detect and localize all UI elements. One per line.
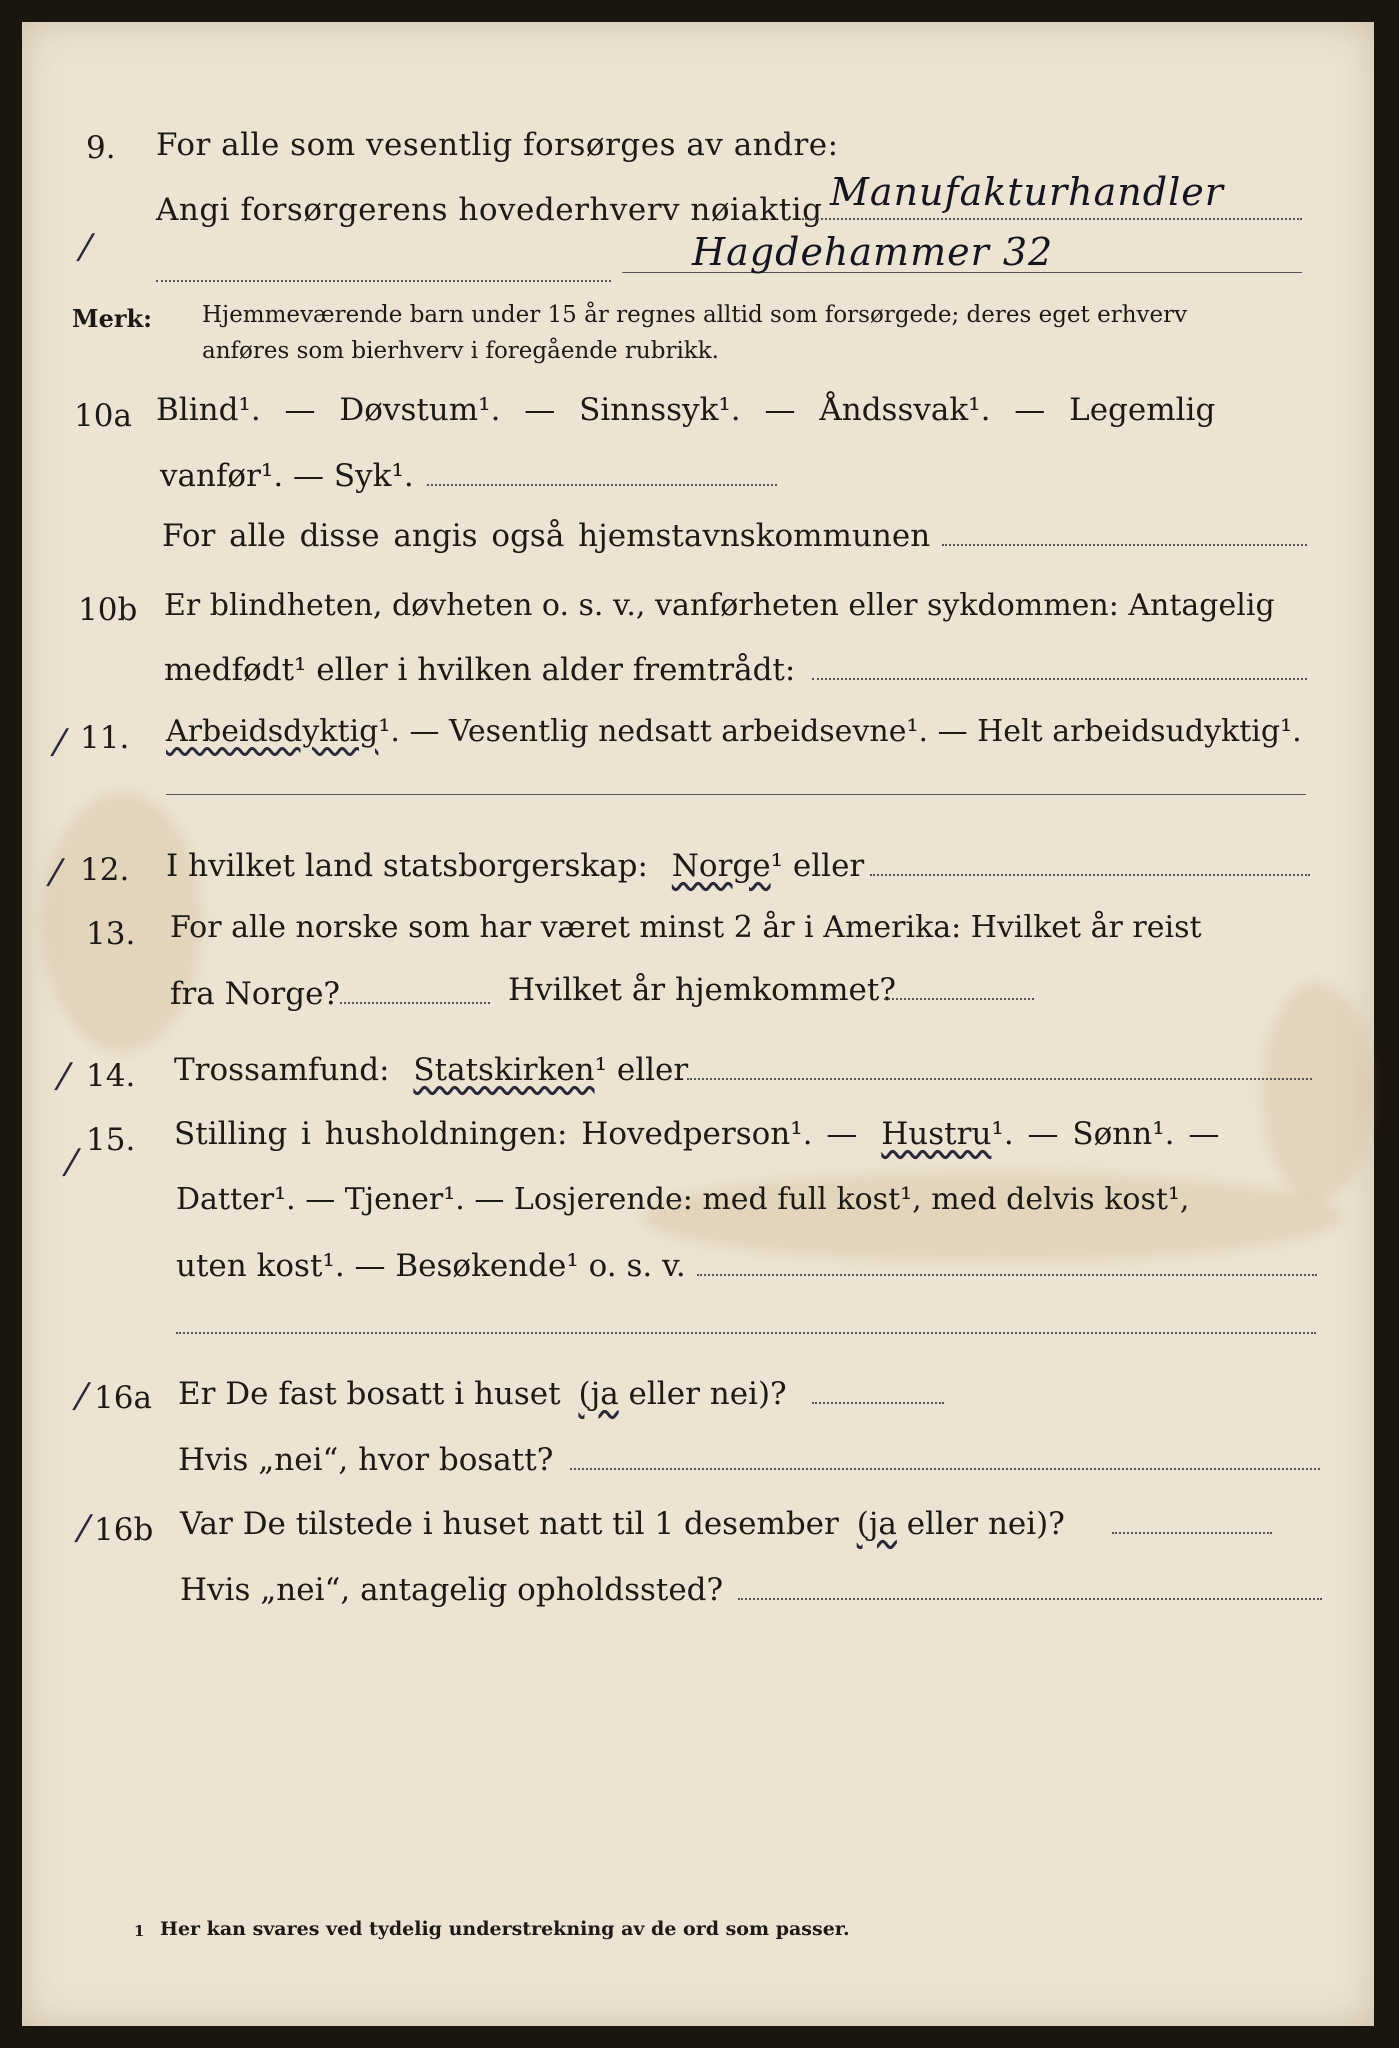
handwritten-address: Hagdehammer 32 (692, 230, 1054, 274)
q10a-line1: Blind¹. — Døvstum¹. — Sinnssyk¹. — Åndssvak¹. — Legemlig (156, 392, 1216, 428)
q12-after: ¹ eller (770, 848, 865, 884)
q16a-line1 (178, 1376, 787, 1412)
q10a-line2: vanfør¹. — Syk¹. (160, 458, 414, 494)
footnote-mark: 1 (134, 1922, 145, 1940)
q13-line1: For alle norske som har været minst 2 år i Amerika: Hvilket år reist (170, 910, 1202, 945)
dotted-answer-line (427, 484, 777, 486)
underlined-answer: Norge (671, 848, 771, 884)
checkmark: / (60, 1142, 83, 1182)
dotted-answer-line (884, 998, 1034, 1000)
dotted-answer-line (697, 1274, 1317, 1276)
dotted-answer-line (570, 1468, 1320, 1470)
note-line1: Hjemmeværende barn under 15 år regnes alltid som forsørgede; deres eget erhverv (202, 302, 1188, 328)
checkmark: / (48, 722, 71, 762)
checkmark: / (72, 1508, 95, 1548)
paper-stain (1262, 982, 1372, 1202)
underlined-answer: Arbeidsdyktig (166, 714, 379, 749)
dotted-answer-line (166, 794, 1306, 795)
question-number: 9. (86, 130, 116, 166)
q10b-line2: medfødt¹ eller i hvilken alder fremtrådt: (164, 652, 796, 688)
underlined-answer: Statskirken (413, 1052, 595, 1088)
dotted-answer-line (1112, 1532, 1272, 1534)
q16b-before: Var De tilstede i huset natt til 1 desember (180, 1506, 839, 1542)
question-number: 14. (86, 1058, 136, 1094)
underlined-answer: Hustru (881, 1116, 992, 1152)
question-number: 13. (86, 916, 136, 952)
question-number: 12. (80, 852, 130, 888)
checkmark: / (74, 227, 97, 267)
q15-line3: uten kost¹. — Besøkende¹ o. s. v. (176, 1248, 686, 1284)
q10b-line1: Er blindheten, døvheten o. s. v., vanførheten eller sykdommen: Antagelig (164, 588, 1275, 623)
question-number: 15. (86, 1122, 136, 1158)
dotted-answer-line (812, 1402, 944, 1404)
q12-before: I hvilket land statsborgerskap: (166, 848, 648, 884)
q14-line (174, 1052, 688, 1088)
dotted-answer-line (176, 1332, 1316, 1334)
q11-line (166, 714, 1302, 749)
underlined-answer: (ja (856, 1506, 897, 1542)
q16b-line2: Hvis „nei“, antagelig opholdssted? (180, 1572, 724, 1608)
dotted-answer-line (942, 544, 1307, 546)
checkmark: / (70, 1376, 93, 1416)
question-number: 10a (74, 398, 132, 434)
q12-line (166, 848, 864, 884)
q16b-after: eller nei)? (906, 1506, 1065, 1542)
dotted-answer-line (870, 874, 1310, 876)
census-form-page (22, 22, 1374, 2026)
q10a-line3: For alle disse angis også hjemstavnskommunen (162, 518, 931, 554)
q16a-line2: Hvis „nei“, hvor bosatt? (178, 1442, 554, 1478)
q15-line1 (174, 1116, 1219, 1152)
q14-after: ¹ eller (594, 1052, 689, 1088)
underlined-answer: (ja (578, 1376, 619, 1412)
q15-line1b: ¹. — Sønn¹. — (991, 1116, 1220, 1152)
dotted-answer-line (687, 1078, 1312, 1080)
q9-line1: For alle som vesentlig forsørges av andre: (156, 127, 839, 163)
note-label: Merk: (72, 304, 152, 333)
q9-line2: Angi forsørgerens hovederhverv nøiaktig (156, 192, 823, 228)
q14-before: Trossamfund: (174, 1052, 390, 1088)
checkmark: / (52, 1056, 75, 1096)
question-number: 16b (94, 1512, 154, 1548)
q16b-line1 (180, 1506, 1065, 1542)
dotted-answer-line (156, 280, 611, 282)
question-number: 11. (80, 720, 130, 756)
checkmark: / (44, 852, 67, 892)
q15-line2: Datter¹. — Tjener¹. — Losjerende: med full kost¹, med delvis kost¹, (176, 1182, 1190, 1217)
dotted-answer-line (812, 678, 1307, 680)
dotted-answer-line (738, 1598, 1322, 1600)
q11-rest: ¹. — Vesentlig nedsatt arbeidsevne¹. — Helt arbeidsudyktig¹. (378, 714, 1302, 749)
dotted-answer-line (802, 218, 1302, 220)
note-line2: anføres som bierhverv i foregående rubrikk. (202, 338, 719, 364)
question-number: 10b (78, 592, 138, 628)
dotted-answer-line (340, 1002, 490, 1004)
q13-line2b: Hvilket år hjemkommet? (508, 972, 896, 1008)
q16a-after: eller nei)? (628, 1376, 787, 1412)
handwritten-occupation: Manufakturhandler (830, 170, 1224, 214)
question-number: 16a (94, 1380, 152, 1416)
q13-line2a: fra Norge? (170, 976, 341, 1012)
q16a-before: Er De fast bosatt i huset (178, 1376, 561, 1412)
q15-line1a: Stilling i husholdningen: Hovedperson¹. — (174, 1116, 858, 1152)
footnote-text: Her kan svares ved tydelig understrekning av de ord som passer. (160, 1918, 850, 1940)
